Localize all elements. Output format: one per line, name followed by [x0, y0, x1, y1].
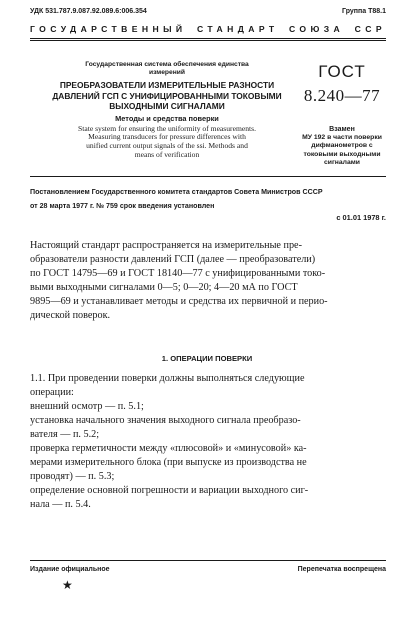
- intro-paragraph: [30, 239, 386, 323]
- p1-line-7: мерами измерительного блока (при выпуске из производства не: [30, 457, 307, 468]
- replaces-text: [296, 134, 388, 167]
- english-line-4: means of verification: [134, 149, 200, 159]
- methods-subtitle: Методы и средства поверки: [115, 113, 219, 123]
- official-edition: Издание официальное: [30, 566, 110, 573]
- gost-number: 8.240—77: [303, 86, 381, 105]
- gost-block: [296, 62, 388, 167]
- p1-line-10: нала — п. 5.4.: [30, 499, 91, 510]
- paragraph-1-1: [30, 372, 386, 512]
- star-icon: ★: [62, 578, 73, 592]
- system-line-1: Государственная система обеспечения единства: [85, 61, 249, 68]
- intro-line-2: образователи разности давлений ГСП (далее — преобразователи): [30, 254, 316, 265]
- group-code: Группа Т88.1: [342, 8, 386, 15]
- p1-line-2: операции:: [30, 387, 74, 398]
- p1-line-9: определение основной погрешности и вариации выходного сиг-: [30, 485, 309, 496]
- p1-line-3: внешний осмотр — п. 5.1;: [30, 401, 144, 412]
- decree-text: [30, 185, 386, 213]
- replaces-label: Взамен: [329, 126, 355, 133]
- title-line-2: ДАВЛЕНИЙ ГСП С УНИФИЦИРОВАННЫМИ ТОКОВЫМИ: [52, 90, 282, 101]
- replaces-line-3: токовыми выходными: [303, 150, 381, 158]
- udk-code: УДК 531.787.9.087.92.089.6:006.354: [30, 8, 147, 15]
- p1-line-8: проводят) — п. 5.3;: [30, 471, 115, 482]
- system-line-2: измерений: [148, 69, 185, 76]
- english-line-1: State system for ensuring the uniformity of measurements.: [78, 123, 256, 133]
- decree-line-1: Постановлением Государственного комитета стандартов Совета Министров СССР: [30, 188, 323, 196]
- title-line-3: ВЫХОДНЫМИ СИГНАЛАМИ: [109, 101, 225, 111]
- decree-line-2: от 28 марта 1977 г. № 759 срок введения установлен: [30, 202, 215, 210]
- section-heading: 1. ОПЕРАЦИИ ПОВЕРКИ: [161, 354, 253, 363]
- standard-title: ГОСУДАРСТВЕННЫЙ СТАНДАРТ СОЮЗА ССР: [30, 24, 386, 34]
- p1-line-4: установка начального значения выходного сигнала преобразо-: [30, 415, 301, 426]
- title-line-1: ПРЕОБРАЗОВАТЕЛИ ИЗМЕРИТЕЛЬНЫЕ РАЗНОСТИ: [59, 80, 275, 90]
- intro-line-4: выми выходными сигналами 0—5; 0—20; 4—20 мА по ГОСТ: [30, 282, 298, 293]
- replaces-line-1: МУ 192 в части поверки: [302, 134, 382, 141]
- english-line-2: Measuring transducers for pressure differences with: [88, 132, 246, 142]
- p1-line-5: вателя — п. 5.2;: [30, 429, 100, 440]
- header-rule-bottom: [30, 40, 386, 41]
- english-title: [38, 125, 296, 160]
- intro-line-5: 9895—69 и устанавливает методы и средства их первичной и перио-: [30, 296, 328, 307]
- english-line-3: unified current output signals of the ssi. Methods and: [86, 141, 248, 151]
- footer-rule: [30, 560, 386, 561]
- gost-label: ГОСТ: [318, 62, 366, 81]
- intro-line-1: Настоящий стандарт распространяется на измерительные пре-: [30, 240, 302, 251]
- intro-line-6: дической поверок.: [30, 310, 111, 321]
- decree-rule: [30, 176, 386, 177]
- p1-line-1: 1.1. При проведении поверки должны выполняться следующие: [30, 373, 305, 384]
- title-block: [38, 61, 296, 160]
- replaces-line-2: дифманометров с: [311, 142, 373, 150]
- introduction-date: с 01.01 1978 г.: [336, 213, 386, 222]
- replaces-line-4: сигналами: [324, 158, 360, 166]
- document-title: [38, 80, 296, 112]
- p1-line-6: проверка герметичности между «плюсовой» и «минусовой» ка-: [30, 443, 307, 454]
- intro-line-3: по ГОСТ 14795—69 и ГОСТ 18140—77 с унифицированными токо-: [30, 268, 326, 279]
- reprint-prohibited: Перепечатка воспрещена: [297, 566, 386, 573]
- header-rule-top: [30, 38, 386, 39]
- document-header: [30, 8, 386, 22]
